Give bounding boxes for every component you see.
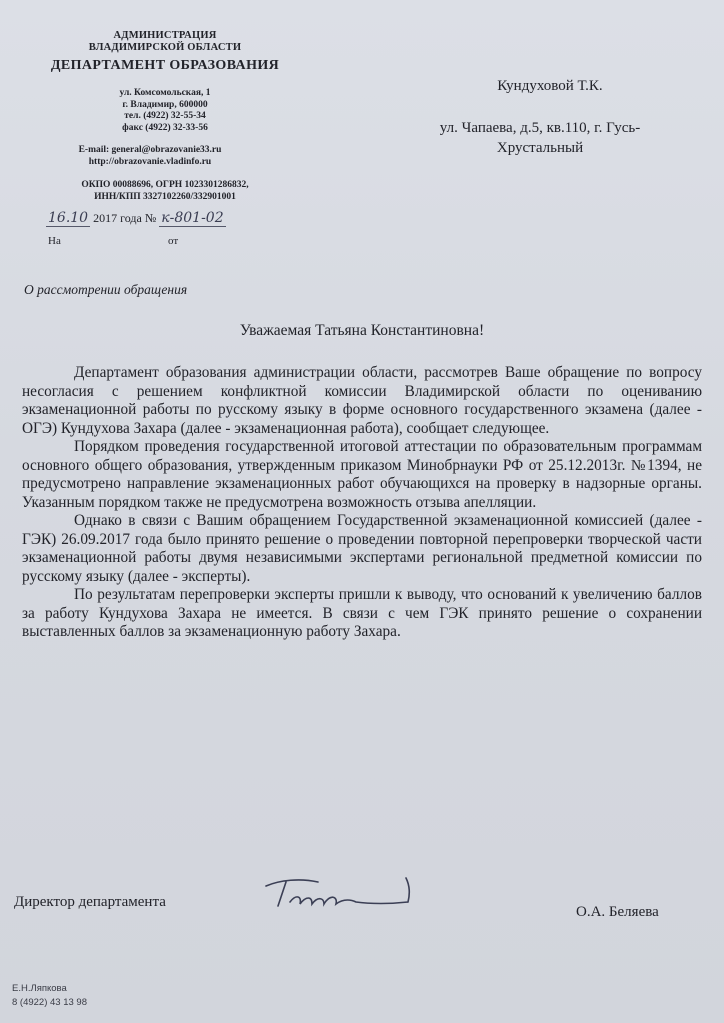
okpo-ogrn: ОКПО 00088696, ОГРН 1023301286832,	[81, 180, 249, 190]
inn-kpp: ИНН/КПП 3327102260/332901001	[94, 191, 236, 202]
executor-phone: 8 (4922) 43 13 98	[12, 997, 88, 1008]
recipient-block	[390, 76, 690, 158]
recipient-address-2: Хрустальный	[496, 140, 584, 156]
letter-subject: О рассмотрении обращения	[24, 282, 188, 297]
admin-line-1: АДМИНИСТРАЦИЯ	[113, 30, 217, 41]
address-city: г. Владимир, 600000	[122, 99, 208, 110]
date-year: 2017 года	[93, 211, 142, 225]
paragraph-2: Порядком проведения государственной итоговой аттестации по образовательным программам основного общего образования, утвержденным приказом Минобрнауки РФ от 25.12.2013г. №1394, не предусмотрено направление экзаменационных работ обучающихся на проверку в надзорные органы. Указанным порядком также не предусмотрена возможность отзыва апелляции.	[22, 438, 702, 511]
letterhead	[30, 30, 300, 74]
greeting: Уважаемая Татьяна Константиновна!	[239, 322, 485, 339]
address-street: ул. Комсомольская, 1	[119, 88, 211, 98]
admin-line-2: ВЛАДИМИРСКОЙ ОБЛАСТИ	[88, 42, 242, 53]
letterhead-address	[30, 88, 300, 134]
paragraph-1: Департамент образования администрации области, рассмотрев Ваше обращение по вопросу несогласия с решением конфликтной комиссии Владимирской области по оцениванию экзаменационной работы по русскому языку в форме основного государственного экзамена (далее - ОГЭ) Кундухова Захара (далее - экзаменационная работа), сообщает следующее.	[22, 364, 702, 437]
letterhead-registry	[30, 180, 300, 203]
reference-line	[48, 235, 248, 247]
paragraph-3: Однако в связи с Вашим обращением Государственной экзаменационной комиссией (далее - ГЭК) 26.09.2017 года было принято решение о проведении повторной перепроверки творческой части экзаменационной работы двумя независимыми экспертами региональной предметной комиссии по русскому языку (далее - эксперты).	[22, 512, 702, 585]
email: E-mail: general@obrazovanie33.ru	[78, 145, 222, 155]
recipient-name: Кундуховой Т.К.	[497, 78, 603, 94]
phone: тел. (4922) 32-55-34	[124, 111, 206, 121]
handwritten-number: к-801-02	[161, 210, 224, 226]
signatory-title: Директор департамента	[14, 894, 166, 910]
paragraph-4: По результатам перепроверки эксперты пришли к выводу, что оснований к увеличению баллов за работу Кундухова Захара не имеется. В связи с чем ГЭК принято решение о сохранении выставленных баллов за экзаменационную работу Захара.	[22, 586, 702, 640]
outgoing-date-number	[46, 210, 226, 227]
ot-label: от	[168, 235, 179, 247]
na-label: На	[48, 235, 61, 247]
handwritten-signature	[260, 872, 420, 918]
letter-body	[22, 364, 702, 642]
letterhead-contacts	[30, 145, 270, 168]
handwritten-date: 16.10	[48, 210, 89, 226]
recipient-address-1: ул. Чапаева, д.5, кв.110, г. Гусь-	[439, 120, 641, 136]
executor-name: Е.Н.Ляпкова	[12, 983, 67, 994]
fax: факс (4922) 32-33-56	[122, 122, 208, 133]
website: http://obrazovanie.vladinfo.ru	[88, 156, 212, 167]
signatory-name: О.А. Беляева	[576, 904, 659, 920]
department-name: ДЕПАРТАМЕНТ ОБРАЗОВАНИЯ	[50, 58, 280, 73]
executor-info	[12, 982, 87, 1010]
number-sign: №	[144, 211, 157, 225]
